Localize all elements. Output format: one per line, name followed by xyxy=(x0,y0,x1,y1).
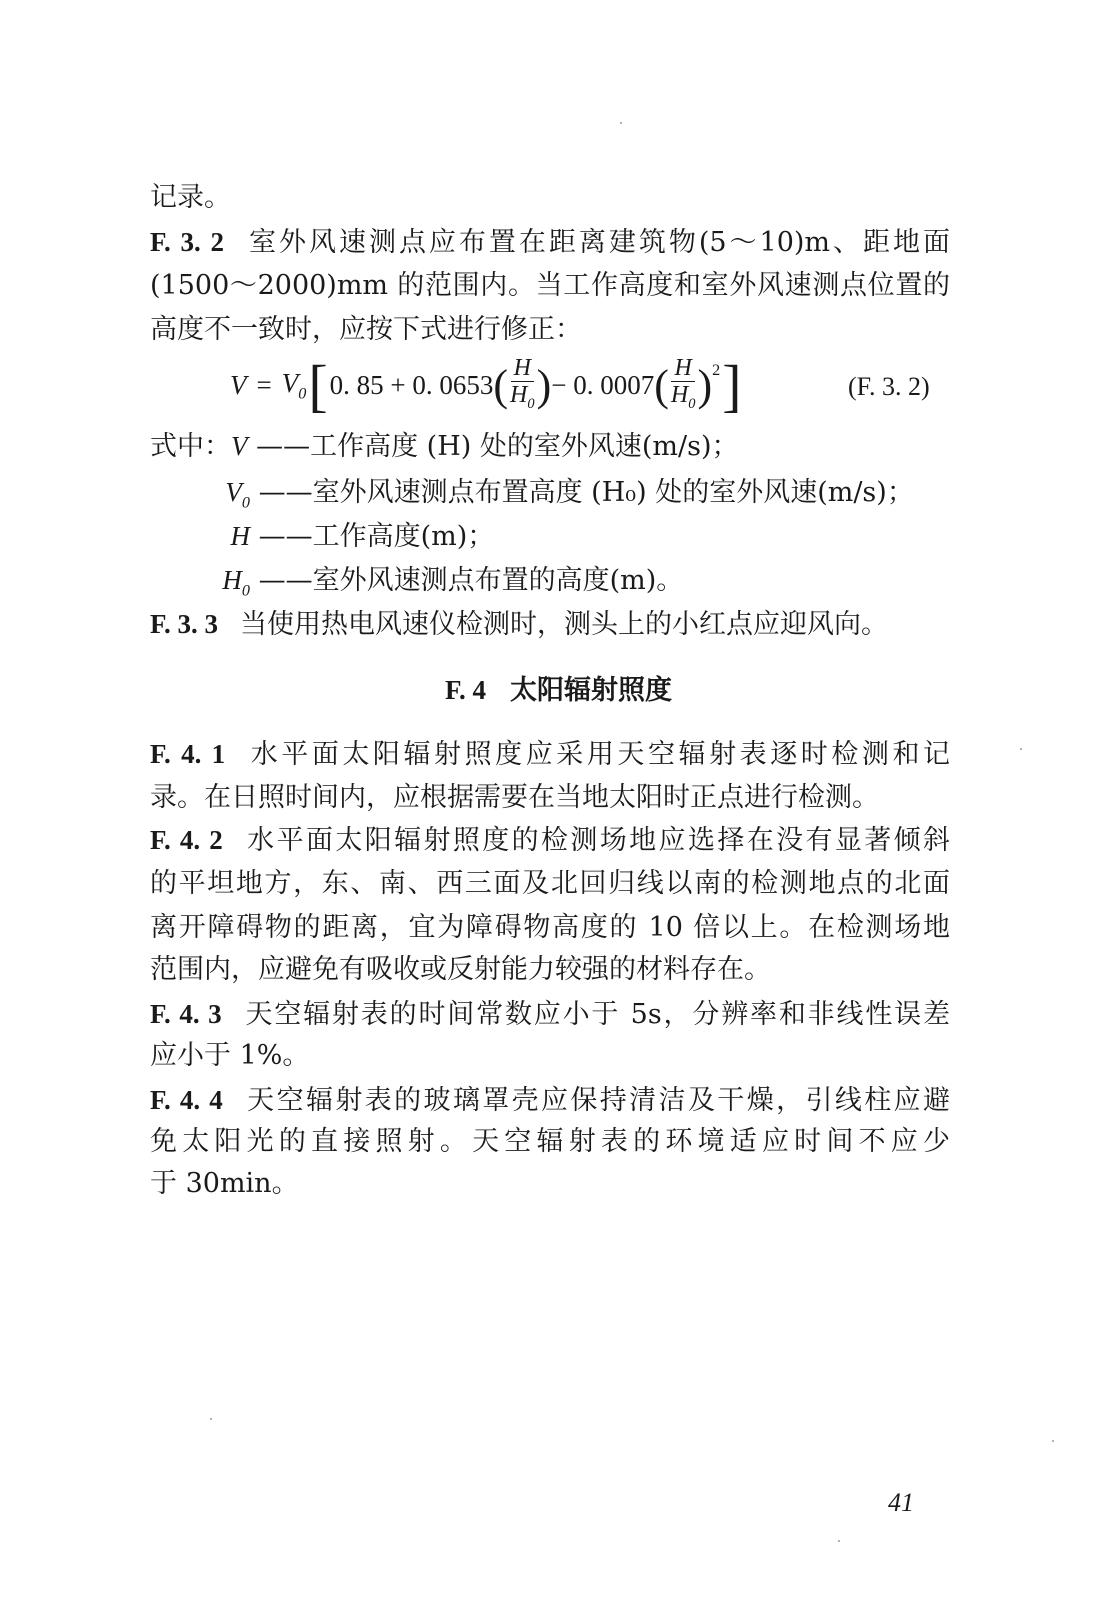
right-bracket: ] xyxy=(722,352,742,418)
clause-number: F. 3. 3 xyxy=(150,609,219,639)
formula-v0: $V_0$ xyxy=(281,368,307,403)
text-line: 于 30min。 xyxy=(150,1168,299,1199)
clause-text: 水平面太阳辐射照度应采用天空辐射表逐时检测和记 xyxy=(247,739,951,770)
symbol: $V_0$ xyxy=(225,477,250,512)
scan-speck xyxy=(1020,748,1022,750)
clause-number: F. 4. 1 xyxy=(150,739,226,769)
symbol-desc: ——工作高度 (H) 处的室外风速(m/s)； xyxy=(256,431,739,462)
formula-exponent: 2 xyxy=(712,361,721,379)
text-line: 离开障碍物的距离，宜为障碍物高度的 10 倍以上。在检测场地 xyxy=(150,912,950,943)
formula-lhs: V xyxy=(230,370,247,401)
text-line: 高度不一致时，应按下式进行修正： xyxy=(150,314,582,345)
symbol-desc: ——室外风速测点布置高度 (H₀) 处的室外风速(m/s)； xyxy=(258,477,914,508)
where-line-2 xyxy=(210,474,914,520)
formula-term-1: 0. 85 + 0. 0653 xyxy=(329,370,494,401)
where-line-1 xyxy=(150,428,739,474)
text-line: 免太阳光的直接照射。天空辐射表的环境适应时间不应少 xyxy=(150,1126,950,1157)
clause-text: 室外风速测点应布置在距离建筑物(5～10)m、距地面 xyxy=(246,227,950,258)
fraction-H-over-H0: $\frac{H}{H_0}$ xyxy=(670,355,696,412)
text-line: (1500～2000)mm 的范围内。当工作高度和室外风速测点位置的 xyxy=(150,270,950,301)
clause-text: 天空辐射表的玻璃罩壳应保持清洁及干燥，引线柱应避 xyxy=(244,1085,951,1116)
page-number: 41 xyxy=(888,1488,914,1517)
text-line: 录。在日照时间内，应根据需要在当地太阳时正点进行检测。 xyxy=(150,782,879,813)
section-heading xyxy=(0,668,1117,707)
fraction-H-over-H0: $\frac{H}{H_0}$ xyxy=(510,355,535,412)
left-paren: ( xyxy=(654,360,669,410)
text-line: 范围内，应避免有吸收或反射能力较强的材料存在。 xyxy=(150,954,771,985)
formula-F-3-2 xyxy=(230,352,744,418)
formula-equals: = xyxy=(256,370,272,401)
symbol: $H_0$ xyxy=(222,565,250,600)
where-line-3 xyxy=(210,518,494,564)
scan-speck xyxy=(838,1540,840,1542)
clause-text: 水平面太阳辐射照度的检测场地应选择在没有显著倾斜 xyxy=(244,825,951,856)
left-bracket: [ xyxy=(308,352,328,418)
text-line: 应小于 1%。 xyxy=(150,1040,310,1071)
clause-F-4-1-line-1 xyxy=(150,736,950,773)
formula-term-2: − 0. 0007 xyxy=(551,370,655,401)
section-number: F. 4 xyxy=(444,675,486,705)
left-paren: ( xyxy=(493,360,509,410)
clause-number: F. 4. 2 xyxy=(150,825,223,855)
formula-label: (F. 3. 2) xyxy=(848,372,930,401)
clause-number: F. 4. 3 xyxy=(150,999,222,1029)
scan-speck xyxy=(1052,1440,1054,1442)
text-line: 的平坦地方，东、南、西三面及北回归线以南的检测地点的北面 xyxy=(150,868,950,899)
clause-text: 当使用热电风速仪检测时，测头上的小红点应迎风向。 xyxy=(240,609,889,640)
clause-F-3-3 xyxy=(150,606,888,643)
symbol: V xyxy=(231,431,248,461)
clause-F-3-2-line-1 xyxy=(150,224,950,261)
symbol-desc: ——室外风速测点布置的高度(m)。 xyxy=(258,565,684,596)
clause-text: 天空辐射表的时间常数应小于 5s，分辨率和非线性误差 xyxy=(243,999,950,1030)
clause-F-4-2-line-1 xyxy=(150,822,950,859)
scan-speck xyxy=(210,1418,212,1420)
clause-F-4-3-line-1 xyxy=(150,996,950,1033)
symbol-desc: ——工作高度(m)； xyxy=(258,521,495,552)
symbol: H xyxy=(230,521,250,551)
right-paren: ) xyxy=(536,360,552,410)
where-line-4 xyxy=(210,562,683,608)
scan-speck xyxy=(620,122,622,124)
text-line: 记录。 xyxy=(150,182,231,213)
section-title: 太阳辐射照度 xyxy=(510,675,672,706)
right-paren: ) xyxy=(697,360,713,410)
clause-number: F. 3. 2 xyxy=(150,227,224,257)
where-intro: 式中： xyxy=(150,431,231,462)
clause-number: F. 4. 4 xyxy=(150,1085,223,1115)
clause-F-4-4-line-1 xyxy=(150,1082,950,1119)
